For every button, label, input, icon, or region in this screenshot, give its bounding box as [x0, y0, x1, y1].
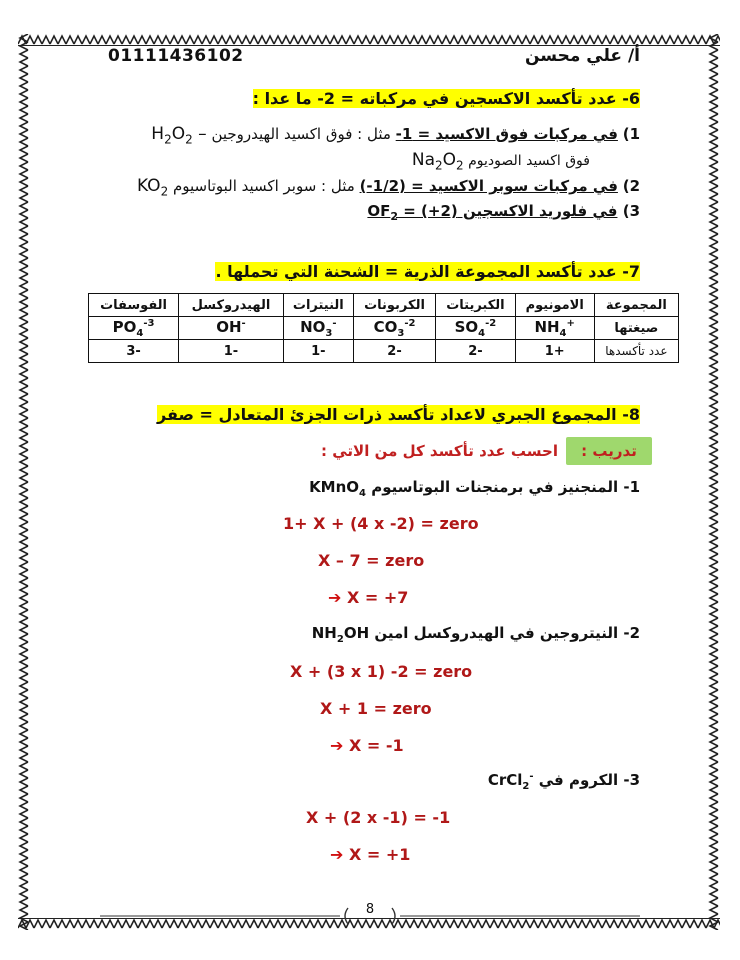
formula-cell: $NO_3^-$: [283, 317, 353, 340]
section-7-title: [215, 262, 640, 281]
s6-item-1: [151, 124, 640, 146]
section-8-title: [157, 405, 640, 424]
table-cell: عدد تأكسدها: [594, 340, 678, 363]
s6-item-1-lead: في مركبات فوق الاكسيد = 1-: [395, 125, 618, 143]
phone-number: 01111436102: [108, 46, 244, 66]
formula-cell: OH-: [179, 317, 284, 340]
s6-item-1-line2: [412, 150, 590, 172]
q1-step-1: 1+ X + (4 x -2) = zero: [283, 514, 479, 533]
table-cell: الامونيوم: [515, 294, 594, 317]
s6-item-2-rest: مثل : سوبر اكسيد البوتاسيوم: [168, 177, 360, 195]
s6-item-1-formula2: $Na_2O_2$: [411, 150, 464, 173]
zigzag-border-top: [18, 34, 720, 46]
table-cell: +1: [515, 340, 594, 363]
table-cell: الهيدروكسل: [179, 294, 284, 317]
s6-item-2: [137, 176, 640, 198]
table-cell: -1: [283, 340, 353, 363]
table-cell: -2: [436, 340, 515, 363]
question-1-formula: KMnO$_4$: [309, 478, 367, 499]
section-6-title: [253, 89, 640, 108]
s6-item-2-lead: في مركبات سوبر الاكسيد = (1/2-): [359, 177, 618, 195]
formula-cell: $CO_3^{-2}$: [353, 317, 435, 340]
s6-item-2-num: 2): [622, 177, 640, 195]
q3-step-1: X + (2 x -1) = -1: [306, 808, 451, 827]
table-row-oxidation: [89, 340, 679, 363]
q2-answer: [330, 736, 404, 755]
section-8-title-text: 8- المجموع الجبري لاعداد تأكسد ذرات الجزئ المتعادل = صفر: [157, 405, 640, 424]
table-cell: النيترات: [283, 294, 353, 317]
training-prompt: احسب عدد تأكسد كل من الاتي :: [321, 442, 558, 460]
s6-item-2-formula: $KO_2$: [136, 176, 169, 199]
s6-item-3-num: 3): [622, 202, 640, 220]
q2-answer-text: X = -1: [348, 736, 404, 755]
table-cell: الكبريتات: [436, 294, 515, 317]
s6-item-1-line2-text: فوق اكسيد الصوديوم: [463, 153, 590, 169]
table-row-groups: [89, 294, 679, 317]
q3-answer: [330, 845, 410, 864]
question-2-text: 2- النيتروجين في الهيدروكسل امين: [374, 624, 640, 642]
formula-cell: $NH_4^+$: [515, 317, 594, 340]
formula-cell: $PO_4^{-3}$: [89, 317, 179, 340]
table-cell: -2: [353, 340, 435, 363]
question-3: [488, 771, 640, 792]
q1-answer: [328, 588, 408, 607]
question-3-formula: CrCl$_2$-: [487, 771, 534, 792]
section-6-title-text: 6- عدد تأكسد الاكسجين في مركباته = 2- ما عدا :: [252, 89, 640, 108]
table-cell: صيغتها: [594, 317, 678, 340]
question-2: [312, 624, 640, 645]
author-name: أ/ علي محسن: [525, 46, 640, 66]
table-cell: الكربونات: [353, 294, 435, 317]
question-1-text: 1- المنجنيز في برمنجنات البوتاسيوم: [371, 478, 640, 496]
table-row-formulas: [89, 317, 679, 340]
question-1: [309, 478, 640, 499]
zigzag-border-left: [18, 34, 30, 930]
q1-answer-text: X = +7: [346, 588, 409, 607]
s6-item-3: [367, 202, 640, 223]
table-cell: الفوسفات: [89, 294, 179, 317]
question-2-formula: $NH_2OH$: [311, 624, 370, 645]
q2-step-1: X + (3 x 1) -2 = zero: [290, 662, 473, 681]
training-badge: تدريب :: [566, 437, 652, 465]
section-7-title-text: 7- عدد تأكسد المجموعة الذرية = الشحنة التي تحملها .: [215, 262, 640, 281]
formula-cell: $SO_4^{-2}$: [436, 317, 515, 340]
s6-item-1-formula: $H_2O_2$ –: [151, 124, 207, 147]
arrow-right-icon: ➔: [330, 736, 344, 755]
s6-item-1-num: 1): [622, 125, 640, 143]
table-cell: -1: [179, 340, 284, 363]
page-number: 8: [365, 902, 375, 917]
q3-answer-text: X = +1: [348, 845, 411, 864]
arrow-right-icon: ➔: [328, 588, 342, 607]
q1-step-2: X – 7 = zero: [318, 551, 425, 570]
table-cell: المجموعة: [594, 294, 678, 317]
zigzag-border-right: [708, 34, 720, 930]
s6-item-1-rest: مثل : فوق اكسيد الهيدروجين: [206, 125, 396, 143]
s6-item-3-lead: في فلوريد الاكسجين $OF_2 = (+2)$: [367, 202, 618, 223]
table-cell: -3: [89, 340, 179, 363]
arrow-right-icon: ➔: [330, 845, 344, 864]
question-3-text: 3- الكروم في: [538, 771, 640, 789]
q2-step-2: X + 1 = zero: [320, 699, 432, 718]
oxidation-table: [88, 293, 679, 363]
